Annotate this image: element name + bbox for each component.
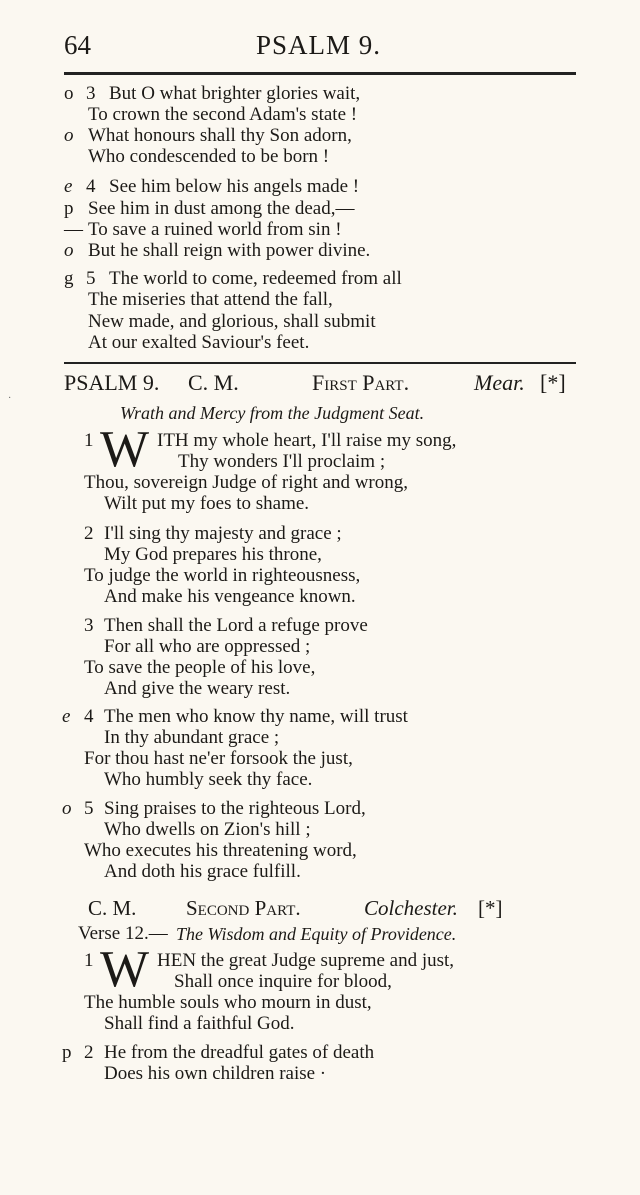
verse-number: 1 xyxy=(84,950,94,971)
hymn-line: See him below his angels made ! xyxy=(109,176,360,197)
hymn-line: Does his own children raise · xyxy=(104,1063,327,1084)
tune-name: Mear. xyxy=(474,370,525,395)
hymn-line: What honours shall thy Son adorn, xyxy=(88,125,352,146)
hymn-line: My God prepares his throne, xyxy=(104,544,322,565)
page-number: 64 xyxy=(64,30,91,60)
meter: C. M. xyxy=(88,896,137,920)
page-header xyxy=(64,30,576,70)
hymn-line: Thou, sovereign Judge of right and wrong, xyxy=(84,472,408,493)
hymn-line: Shall once inquire for blood, xyxy=(174,971,392,992)
dynamic-mark: e xyxy=(62,706,71,727)
verse-number: 4 xyxy=(84,706,94,727)
asterisk-bracket: [*] xyxy=(540,370,566,395)
hymn-line: But he shall reign with power divine. xyxy=(88,240,371,261)
hymn-line: In thy abundant grace ; xyxy=(104,727,280,748)
verse-number: 3 xyxy=(86,83,96,104)
hymn-line: To judge the world in righteousness, xyxy=(84,565,361,586)
part-subtitle: The Wisdom and Equity of Providence. xyxy=(176,924,457,944)
hymn-line: Wilt put my foes to shame. xyxy=(104,493,310,514)
hymn-line: HEN the great Judge supreme and just, xyxy=(157,950,455,971)
hymn-line: For thou hast ne'er forsook the just, xyxy=(84,748,353,769)
hymn-line: To save a ruined world from sin ! xyxy=(88,219,342,240)
hymn-line: The miseries that attend the fall, xyxy=(88,289,333,310)
hymn-line: Who executes his threatening word, xyxy=(84,840,357,861)
dynamic-mark: e xyxy=(64,176,73,197)
hymn-line: The men who know thy name, will trust xyxy=(104,706,408,727)
verse-number: 5 xyxy=(84,798,94,819)
drop-cap: W xyxy=(100,421,150,478)
hymn-line: Who humbly seek thy face. xyxy=(104,769,313,790)
drop-cap: W xyxy=(100,941,150,998)
part-label: Second Part. xyxy=(186,896,301,920)
dynamic-mark: o xyxy=(64,240,74,261)
psalm-heading xyxy=(64,370,578,402)
dynamic-mark: o xyxy=(64,83,74,104)
verse-reference: Verse 12.— xyxy=(78,923,168,944)
verse-number: 2 xyxy=(84,1042,94,1063)
dynamic-mark: o xyxy=(62,798,72,819)
verse-number: 5 xyxy=(86,268,96,289)
hymn-line: To crown the second Adam's state ! xyxy=(88,104,358,125)
verse-number: 2 xyxy=(84,523,94,544)
dynamic-mark: p xyxy=(64,198,74,219)
hymn-line: The world to come, redeemed from all xyxy=(109,268,402,289)
dynamic-mark: o xyxy=(64,125,74,146)
hymn-line: Shall find a faithful God. xyxy=(104,1013,295,1034)
asterisk-bracket: [*] xyxy=(478,896,503,920)
hymn-line: Who condescended to be born ! xyxy=(88,146,330,167)
hymn-line: Sing praises to the righteous Lord, xyxy=(104,798,366,819)
hymn-line: The humble souls who mourn in dust, xyxy=(84,992,372,1013)
hymn-line: I'll sing thy majesty and grace ; xyxy=(104,523,342,544)
hymn-line: ITH my whole heart, I'll raise my song, xyxy=(157,430,457,451)
dynamic-mark: p xyxy=(62,1042,72,1063)
hymn-line: Who dwells on Zion's hill ; xyxy=(104,819,311,840)
section-rule xyxy=(64,362,576,364)
hymn-line: But O what brighter glories wait, xyxy=(109,83,361,104)
verse-number: 4 xyxy=(86,176,96,197)
psalm-subtitle: Wrath and Mercy from the Judgment Seat. xyxy=(120,403,425,423)
dynamic-mark: g xyxy=(64,268,74,289)
hymn-line: He from the dreadful gates of death xyxy=(104,1042,375,1063)
hymn-line: And doth his grace fulfill. xyxy=(104,861,301,882)
meter: C. M. xyxy=(188,370,239,395)
psalm-title: PSALM 9. xyxy=(64,370,160,395)
hymn-line: Thy wonders I'll proclaim ; xyxy=(178,451,386,472)
hymn-line: See him in dust among the dead,— xyxy=(88,198,355,219)
margin-mark: · xyxy=(8,393,12,404)
header-rule xyxy=(64,72,576,75)
hymn-line: To save the people of his love, xyxy=(84,657,316,678)
hymn-line: At our exalted Saviour's feet. xyxy=(88,332,310,353)
tune-name: Colchester. xyxy=(364,896,458,920)
verse-number: 1 xyxy=(84,430,94,451)
hymn-line: New made, and glorious, shall submit xyxy=(88,311,376,332)
hymn-line: And give the weary rest. xyxy=(104,678,291,699)
hymn-line: Then shall the Lord a refuge prove xyxy=(104,615,368,636)
hymn-line: For all who are oppressed ; xyxy=(104,636,311,657)
hymn-line: And make his vengeance known. xyxy=(104,586,356,607)
part-label: First Part. xyxy=(312,370,410,395)
dynamic-mark: — xyxy=(64,219,83,240)
verse-number: 3 xyxy=(84,615,94,636)
running-head: PSALM 9. xyxy=(256,30,382,60)
